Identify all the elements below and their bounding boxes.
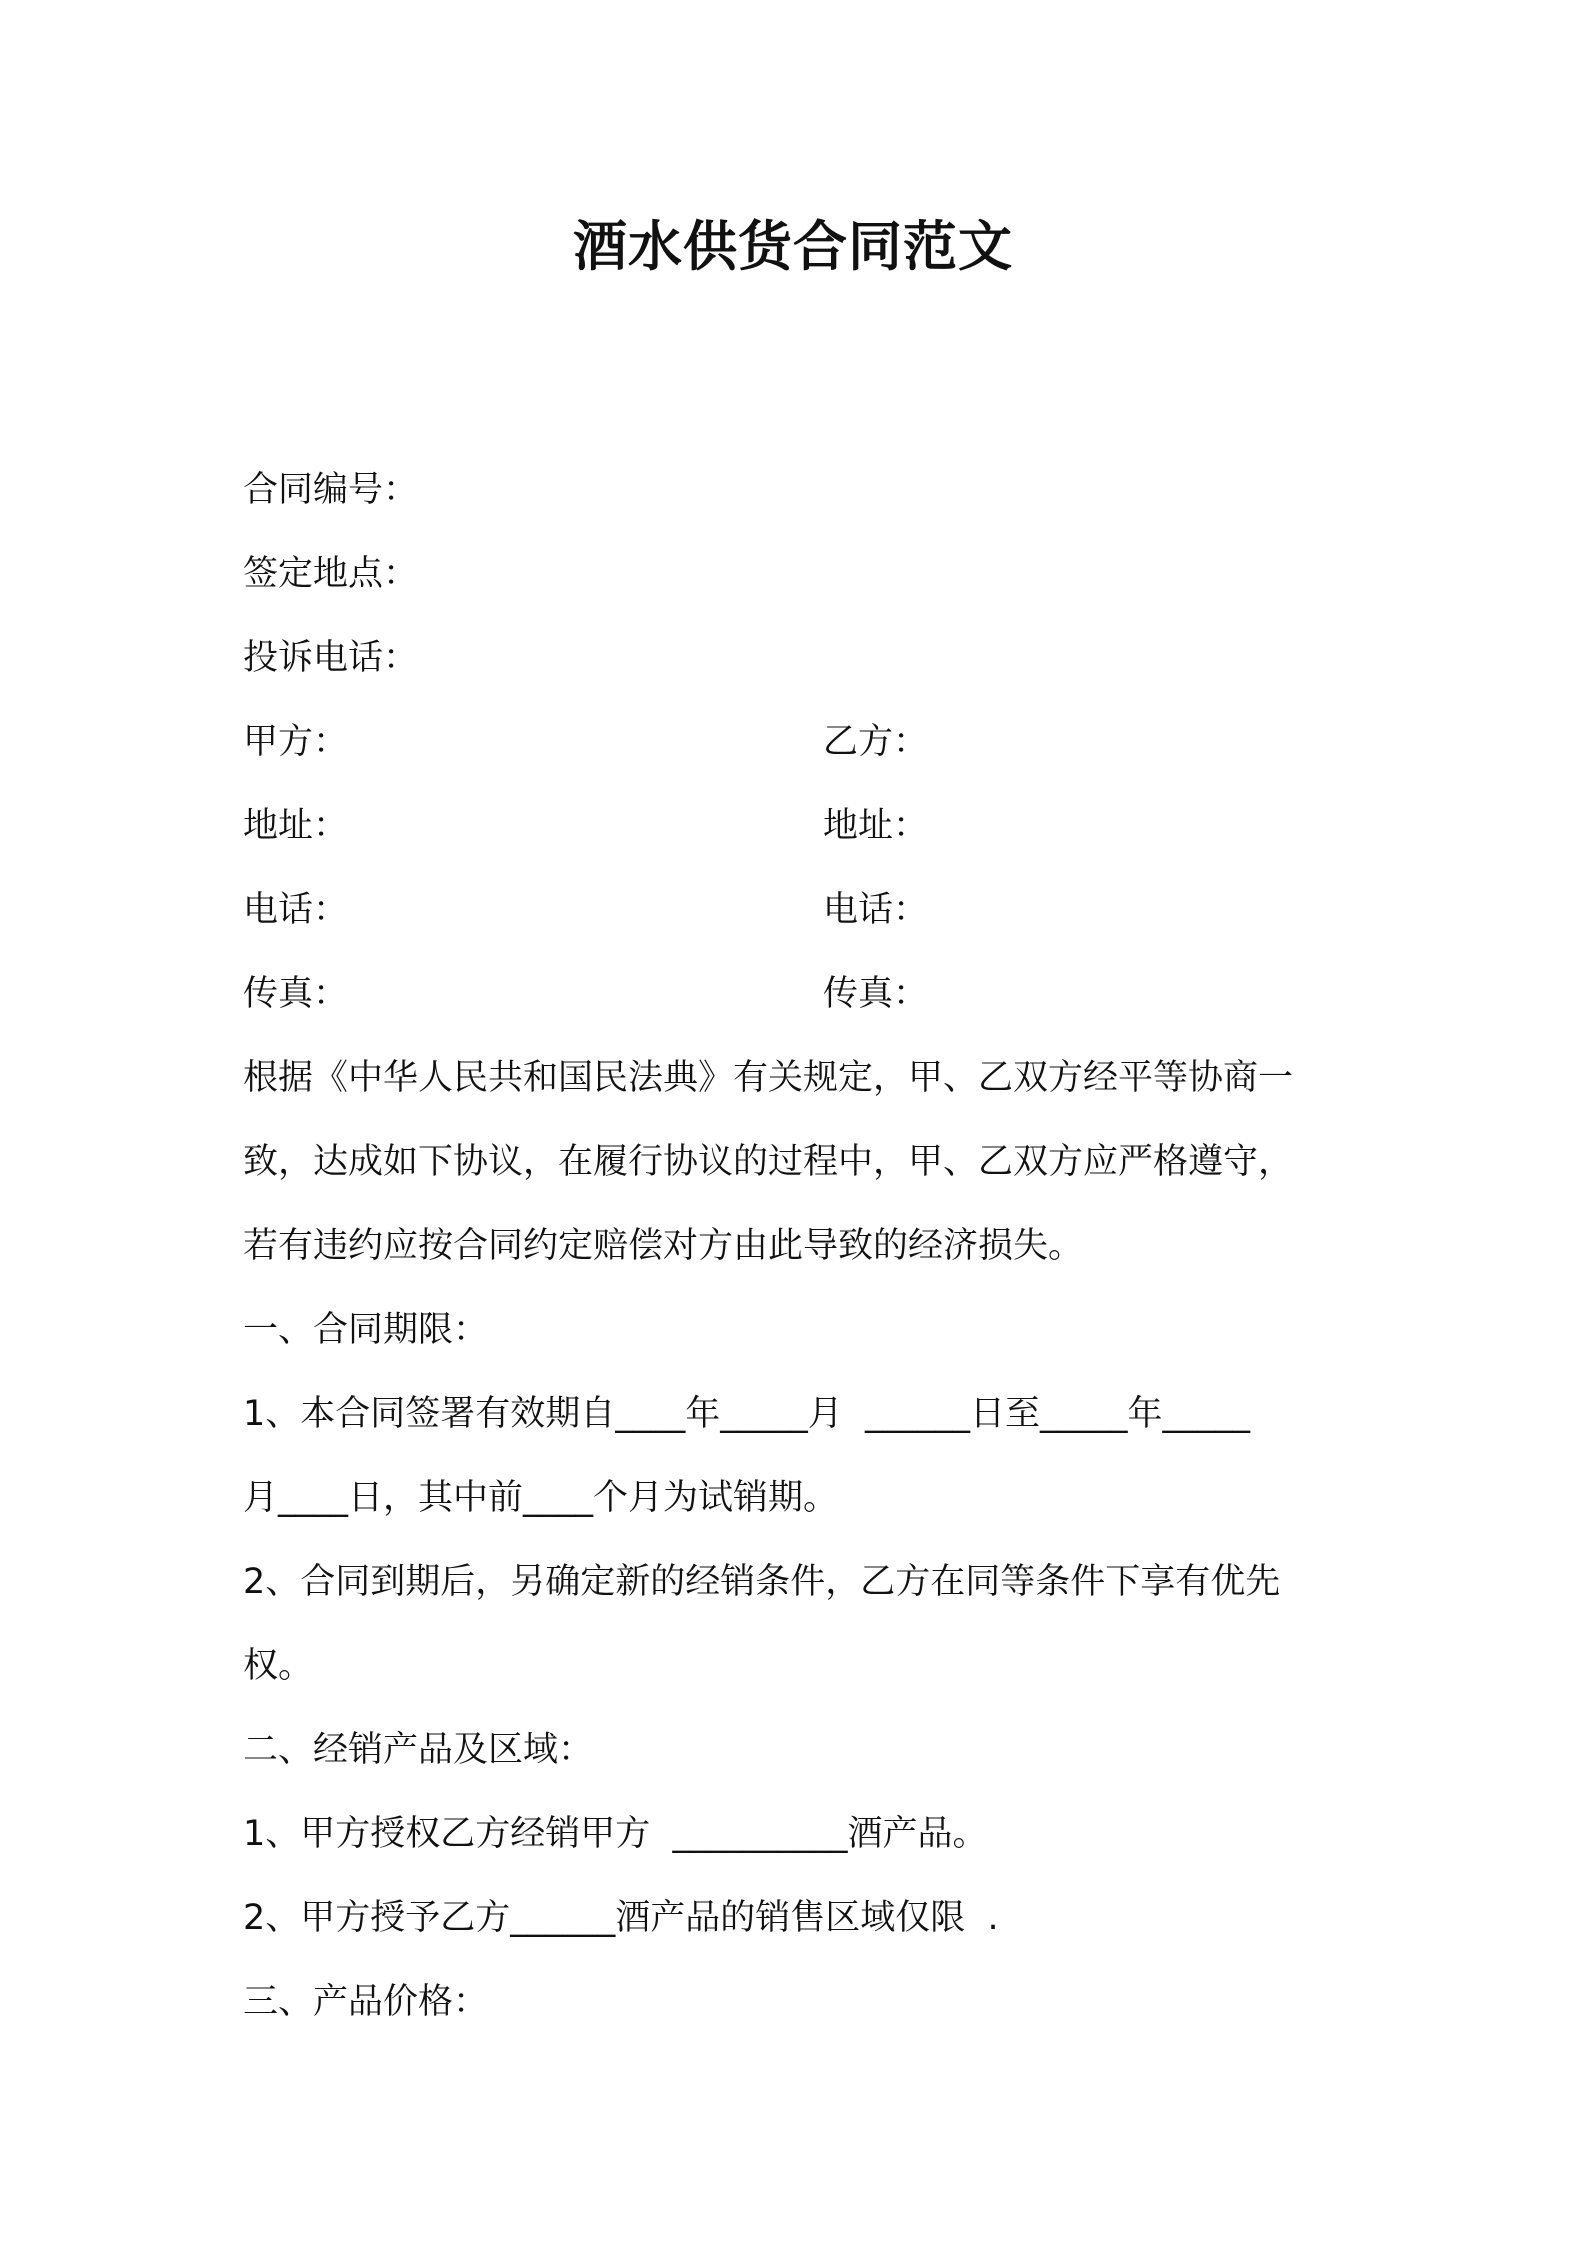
party-row-address	[243, 784, 1363, 868]
document-body	[243, 448, 1363, 2044]
preamble-line-3: 若有违约应按合同约定赔偿对方由此导致的经济损失。	[243, 1226, 1084, 1266]
preamble-line-1: 根据《中华人民共和国民法典》有关规定，甲、乙双方经平等协商一	[243, 1058, 1294, 1098]
party-b-address-label: 地址：	[823, 806, 929, 846]
clause-term-2-line-1: 2、合同到期后，另确定新的经销条件，乙方在同等条件下享有优先	[243, 1562, 1281, 1602]
signing-location-field: 签定地点：	[243, 554, 419, 594]
contract-number-field: 合同编号：	[243, 470, 419, 510]
party-a-label: 甲方：	[243, 722, 349, 762]
party-a-address-label: 地址：	[243, 806, 349, 846]
clause-term-2-line-2: 权。	[243, 1646, 314, 1686]
party-a-fax-label: 传真：	[243, 974, 349, 1014]
section-heading-price: 三、产品价格：	[243, 1982, 489, 2022]
clause-term-1-line-1: 1、本合同签署有效期自____年_____月 ______日至_____年_____	[243, 1394, 1251, 1434]
party-b-label: 乙方：	[823, 722, 929, 762]
clause-term-1-line-2: 月____日，其中前____个月为试销期。	[243, 1478, 839, 1518]
clause-products-2: 2、甲方授予乙方______酒产品的销售区域仅限 .	[243, 1898, 999, 1938]
section-heading-term: 一、合同期限：	[243, 1310, 489, 1350]
party-row-phone	[243, 868, 1363, 952]
party-row-name	[243, 700, 1363, 784]
complaint-phone-field: 投诉电话：	[243, 638, 419, 678]
party-b-fax-label: 传真：	[823, 974, 929, 1014]
section-heading-products: 二、经销产品及区域：	[243, 1730, 594, 1770]
clause-products-1: 1、甲方授权乙方经销甲方 __________酒产品。	[243, 1814, 988, 1854]
party-b-phone-label: 电话：	[823, 890, 929, 930]
party-a-phone-label: 电话：	[243, 890, 349, 930]
document-title: 酒水供货合同范文	[573, 215, 1013, 278]
party-row-fax	[243, 952, 1363, 1036]
preamble-line-2: 致，达成如下协议，在履行协议的过程中，甲、乙双方应严格遵守，	[243, 1142, 1294, 1182]
